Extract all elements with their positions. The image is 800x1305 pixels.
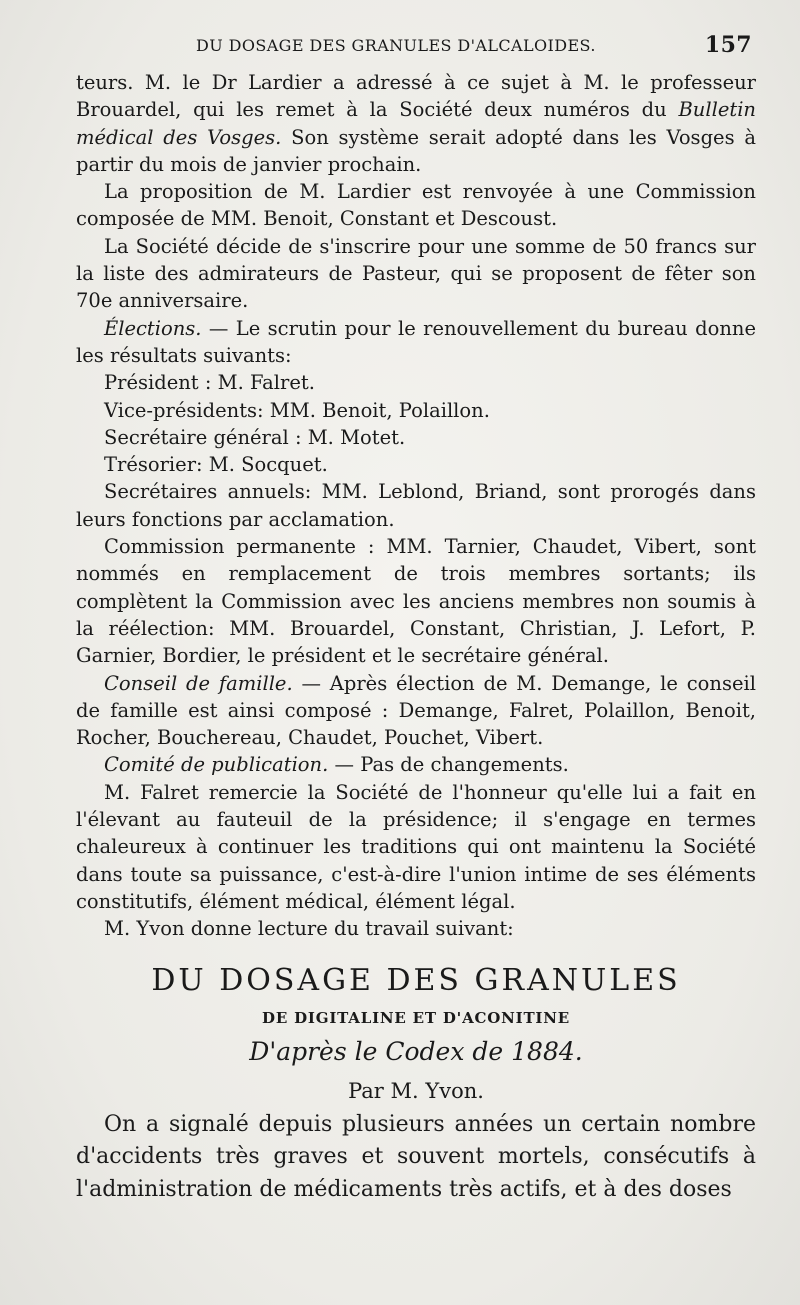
- article-codex-line: D'après le Codex de 1884.: [249, 1036, 583, 1066]
- paragraph-family-council: Conseil de famille. — Après élection de M. Demange, le conseil de famille est ainsi composé : Demange, Falret, Polaillon, Benoit, Rocher, Bouchereau, Chaudet, Pouchet, Vibert.: [76, 671, 756, 750]
- article-author: Par M. Yvon.: [348, 1078, 484, 1103]
- page-number: 157: [704, 32, 752, 58]
- paragraph-permanent-commission: Commission permanente : MM. Tarnier, Chaudet, Vibert, sont nommés en remplacement de trois membres sortants; ils complètent la Commission avec les anciens membres non soumis à la réélection: MM. Brouardel, Constant, Christian, J. Lefort, P. Garnier, Bordier, le président et le secrétaire général.: [76, 535, 756, 668]
- page-body: [76, 69, 756, 1206]
- article-first-paragraph: On a signalé depuis plusieurs années un certain nombre d'accidents très graves et souvent mortels, consécutifs à l'administration de médicaments très actifs, et à des doses: [76, 1111, 756, 1202]
- article-heading: [76, 961, 756, 1109]
- journal-title: Bulletin médical des Vosges.: [76, 98, 756, 149]
- paragraph-falret-thanks: M. Falret remercie la Société de l'honneur qu'elle lui a fait en l'élevant au fauteuil de la présidence; il s'engage en termes chaleureux à continuer les traditions qui ont maintenu la Société dans toute sa puissance, c'est-à-dire l'union intime de ses éléments constitutifs, élément médical, élément légal.: [76, 780, 756, 913]
- paragraph-lardier: teurs. M. le Dr Lardier a adressé à ce sujet à M. le professeur Brouardel, qui les remet à la Société deux numéros du Bulletin médical des Vosges. Son système serait adopté dans les Vosges à partir du mois de janvier prochain.: [76, 71, 756, 176]
- article-subtitle: DE DIGITALINE ET D'ACONITINE: [262, 1008, 570, 1027]
- running-header: [76, 34, 752, 60]
- running-title: DU DOSAGE DES GRANULES D'ALCALOIDES.: [196, 36, 596, 55]
- line-vice-presidents: Vice-présidents: MM. Benoit, Polaillon.: [104, 398, 490, 422]
- line-president: Président : M. Falret.: [104, 371, 315, 395]
- line-treasurer: Trésorier: M. Socquet.: [104, 453, 328, 477]
- paragraph-commission-proposal: La proposition de M. Lardier est renvoyée à une Commission composée de MM. Benoit, Constant et Descoust.: [76, 180, 756, 231]
- paragraph-pasteur: La Société décide de s'inscrire pour une somme de 50 francs sur la liste des admirateurs de Pasteur, qui se proposent de fêter son 70e anniversaire.: [76, 234, 756, 313]
- paragraph-publication-committee: Comité de publication. — Pas de changements.: [104, 753, 569, 777]
- paragraph-yvon-reading: M. Yvon donne lecture du travail suivant:: [104, 917, 514, 941]
- article-title: DU DOSAGE DES GRANULES: [151, 962, 681, 998]
- line-secretary-general: Secrétaire général : M. Motet.: [104, 425, 406, 449]
- paragraph-elections: Élections. — Le scrutin pour le renouvellement du bureau donne les résultats suivants:: [76, 316, 756, 367]
- paragraph-annual-secretaries: Secrétaires annuels: MM. Leblond, Briand, sont prorogés dans leurs fonctions par acclamation.: [76, 480, 756, 531]
